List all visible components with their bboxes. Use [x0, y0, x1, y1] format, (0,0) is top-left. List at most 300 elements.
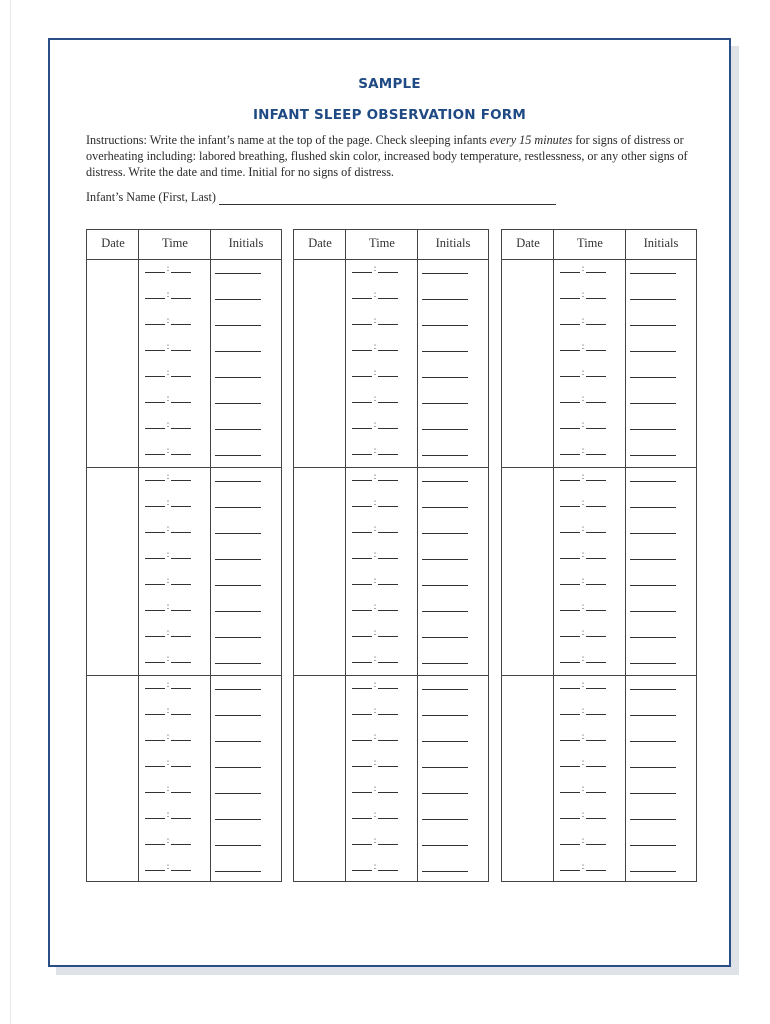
time-minute-blank[interactable] [171, 680, 191, 689]
time-colon: : [373, 627, 377, 637]
time-hour-blank[interactable] [352, 446, 372, 455]
time-hour-blank[interactable] [560, 368, 580, 377]
initials-entry[interactable] [422, 793, 468, 794]
time-entry[interactable] [558, 653, 608, 665]
time-hour-blank[interactable] [145, 290, 165, 299]
time-hour-blank[interactable] [352, 628, 372, 637]
time-hour-blank[interactable] [145, 784, 165, 793]
time-entry[interactable] [558, 393, 608, 405]
time-hour-blank[interactable] [352, 290, 372, 299]
time-minute-blank[interactable] [378, 758, 398, 767]
time-entry[interactable] [143, 549, 193, 561]
time-minute-blank[interactable] [586, 498, 606, 507]
time-minute-blank[interactable] [586, 602, 606, 611]
time-entry[interactable] [350, 601, 400, 613]
time-hour-blank[interactable] [560, 472, 580, 481]
time-colon: : [581, 809, 585, 819]
initials-entry[interactable] [422, 689, 468, 690]
initials-entry[interactable] [422, 715, 468, 716]
time-hour-blank[interactable] [352, 498, 372, 507]
time-hour-blank[interactable] [560, 576, 580, 585]
time-minute-blank[interactable] [378, 810, 398, 819]
time-entry[interactable] [143, 653, 193, 665]
time-minute-blank[interactable] [586, 784, 606, 793]
time-minute-blank[interactable] [378, 368, 398, 377]
time-entry[interactable] [143, 705, 193, 717]
initials-entry[interactable] [630, 637, 676, 638]
initials-entry[interactable] [215, 403, 261, 404]
time-minute-blank[interactable] [171, 706, 191, 715]
time-minute-blank[interactable] [171, 602, 191, 611]
time-minute-blank[interactable] [171, 576, 191, 585]
time-entry[interactable] [558, 705, 608, 717]
initials-entry[interactable] [630, 325, 676, 326]
time-hour-blank[interactable] [352, 368, 372, 377]
time-entry[interactable] [350, 419, 400, 431]
time-entry[interactable] [143, 445, 193, 457]
time-hour-blank[interactable] [560, 264, 580, 273]
time-minute-blank[interactable] [378, 654, 398, 663]
initials-entry[interactable] [422, 845, 468, 846]
column-header-initials: Initials [643, 236, 679, 250]
initials-entry[interactable] [422, 585, 468, 586]
time-hour-blank[interactable] [145, 316, 165, 325]
time-minute-blank[interactable] [586, 810, 606, 819]
time-minute-blank[interactable] [171, 472, 191, 481]
time-entry[interactable] [558, 783, 608, 795]
time-hour-blank[interactable] [145, 862, 165, 871]
time-minute-blank[interactable] [378, 316, 398, 325]
time-entry[interactable] [558, 679, 608, 691]
time-entry[interactable] [558, 445, 608, 457]
time-minute-blank[interactable] [586, 654, 606, 663]
time-entry[interactable] [143, 263, 193, 275]
initials-entry[interactable] [630, 767, 676, 768]
time-entry[interactable] [143, 497, 193, 509]
time-minute-blank[interactable] [586, 446, 606, 455]
time-hour-blank[interactable] [145, 576, 165, 585]
time-minute-blank[interactable] [171, 394, 191, 403]
form-page [48, 38, 731, 967]
time-minute-blank[interactable] [586, 576, 606, 585]
time-hour-blank[interactable] [352, 602, 372, 611]
time-hour-blank[interactable] [560, 394, 580, 403]
time-minute-blank[interactable] [171, 654, 191, 663]
initials-entry[interactable] [215, 299, 261, 300]
time-minute-blank[interactable] [586, 706, 606, 715]
time-entry[interactable] [143, 731, 193, 743]
time-entry[interactable] [558, 601, 608, 613]
time-entry[interactable] [143, 679, 193, 691]
initials-entry[interactable] [630, 689, 676, 690]
time-entry[interactable] [350, 809, 400, 821]
initials-entry[interactable] [630, 533, 676, 534]
time-entry[interactable] [558, 341, 608, 353]
time-minute-blank[interactable] [586, 524, 606, 533]
time-minute-blank[interactable] [586, 342, 606, 351]
time-hour-blank[interactable] [352, 524, 372, 533]
time-colon: : [166, 627, 170, 637]
time-entry[interactable] [350, 705, 400, 717]
initials-entry[interactable] [422, 351, 468, 352]
time-hour-blank[interactable] [145, 654, 165, 663]
initials-entry[interactable] [630, 819, 676, 820]
initials-entry[interactable] [215, 429, 261, 430]
time-entry[interactable] [558, 757, 608, 769]
time-entry[interactable] [143, 523, 193, 535]
time-entry[interactable] [143, 341, 193, 353]
time-entry[interactable] [350, 263, 400, 275]
time-minute-blank[interactable] [378, 498, 398, 507]
time-hour-blank[interactable] [560, 654, 580, 663]
observation-table-1 [86, 229, 282, 882]
time-minute-blank[interactable] [378, 628, 398, 637]
time-entry[interactable] [558, 263, 608, 275]
time-minute-blank[interactable] [586, 862, 606, 871]
time-hour-blank[interactable] [352, 810, 372, 819]
initials-entry[interactable] [422, 611, 468, 612]
time-entry[interactable] [143, 471, 193, 483]
time-hour-blank[interactable] [145, 836, 165, 845]
time-entry[interactable] [143, 367, 193, 379]
time-hour-blank[interactable] [145, 368, 165, 377]
time-hour-blank[interactable] [352, 836, 372, 845]
time-hour-blank[interactable] [145, 732, 165, 741]
time-minute-blank[interactable] [586, 368, 606, 377]
time-hour-blank[interactable] [352, 472, 372, 481]
initials-entry[interactable] [215, 507, 261, 508]
time-entry[interactable] [350, 783, 400, 795]
time-entry[interactable] [350, 757, 400, 769]
initials-entry[interactable] [422, 403, 468, 404]
time-hour-blank[interactable] [145, 264, 165, 273]
time-minute-blank[interactable] [378, 732, 398, 741]
time-hour-blank[interactable] [145, 342, 165, 351]
time-minute-blank[interactable] [378, 342, 398, 351]
time-hour-blank[interactable] [352, 550, 372, 559]
time-hour-blank[interactable] [145, 550, 165, 559]
time-minute-blank[interactable] [171, 784, 191, 793]
initials-entry[interactable] [630, 845, 676, 846]
time-entry[interactable] [558, 497, 608, 509]
time-hour-blank[interactable] [560, 342, 580, 351]
initials-entry[interactable] [630, 455, 676, 456]
initials-entry[interactable] [630, 429, 676, 430]
initials-entry[interactable] [630, 403, 676, 404]
time-entry[interactable] [143, 861, 193, 873]
time-hour-blank[interactable] [352, 706, 372, 715]
time-colon: : [166, 289, 170, 299]
time-hour-blank[interactable] [560, 628, 580, 637]
time-entry[interactable] [350, 471, 400, 483]
initials-entry[interactable] [630, 793, 676, 794]
initials-entry[interactable] [422, 455, 468, 456]
initials-entry[interactable] [215, 845, 261, 846]
time-minute-blank[interactable] [171, 810, 191, 819]
initials-entry[interactable] [422, 767, 468, 768]
initials-entry[interactable] [422, 481, 468, 482]
initials-entry[interactable] [630, 741, 676, 742]
time-hour-blank[interactable] [145, 810, 165, 819]
time-entry[interactable] [350, 549, 400, 561]
time-entry[interactable] [558, 809, 608, 821]
time-entry[interactable] [558, 315, 608, 327]
time-entry[interactable] [558, 419, 608, 431]
initials-entry[interactable] [422, 663, 468, 664]
time-hour-blank[interactable] [145, 758, 165, 767]
time-entry[interactable] [350, 679, 400, 691]
time-minute-blank[interactable] [586, 628, 606, 637]
time-entry[interactable] [143, 757, 193, 769]
initials-entry[interactable] [215, 663, 261, 664]
initials-entry[interactable] [215, 273, 261, 274]
initials-entry[interactable] [630, 715, 676, 716]
initials-entry[interactable] [215, 767, 261, 768]
time-hour-blank[interactable] [145, 420, 165, 429]
time-minute-blank[interactable] [378, 784, 398, 793]
time-entry[interactable] [350, 497, 400, 509]
time-entry[interactable] [350, 835, 400, 847]
initials-entry[interactable] [215, 819, 261, 820]
time-hour-blank[interactable] [560, 498, 580, 507]
time-entry[interactable] [558, 731, 608, 743]
time-hour-blank[interactable] [145, 680, 165, 689]
time-entry[interactable] [350, 627, 400, 639]
column-divider [345, 230, 346, 881]
time-minute-blank[interactable] [586, 472, 606, 481]
time-minute-blank[interactable] [171, 498, 191, 507]
time-entry[interactable] [350, 289, 400, 301]
time-entry[interactable] [558, 289, 608, 301]
time-entry[interactable] [350, 341, 400, 353]
time-entry[interactable] [350, 523, 400, 535]
time-hour-blank[interactable] [560, 836, 580, 845]
time-minute-blank[interactable] [171, 862, 191, 871]
initials-entry[interactable] [215, 637, 261, 638]
time-entry[interactable] [143, 315, 193, 327]
time-minute-blank[interactable] [378, 472, 398, 481]
time-entry[interactable] [143, 601, 193, 613]
time-hour-blank[interactable] [352, 784, 372, 793]
time-hour-blank[interactable] [145, 498, 165, 507]
time-entry[interactable] [350, 315, 400, 327]
time-entry[interactable] [558, 367, 608, 379]
time-minute-blank[interactable] [378, 550, 398, 559]
initials-entry[interactable] [215, 559, 261, 560]
time-hour-blank[interactable] [560, 784, 580, 793]
time-hour-blank[interactable] [560, 316, 580, 325]
time-minute-blank[interactable] [586, 316, 606, 325]
time-minute-blank[interactable] [171, 264, 191, 273]
time-entry[interactable] [558, 861, 608, 873]
time-hour-blank[interactable] [145, 706, 165, 715]
initials-entry[interactable] [630, 351, 676, 352]
time-minute-blank[interactable] [171, 758, 191, 767]
time-hour-blank[interactable] [145, 472, 165, 481]
time-minute-blank[interactable] [586, 394, 606, 403]
initials-entry[interactable] [630, 663, 676, 664]
time-minute-blank[interactable] [378, 420, 398, 429]
time-hour-blank[interactable] [145, 602, 165, 611]
initials-entry[interactable] [422, 559, 468, 560]
time-minute-blank[interactable] [586, 420, 606, 429]
initials-entry[interactable] [422, 429, 468, 430]
time-minute-blank[interactable] [171, 732, 191, 741]
time-entry[interactable] [350, 445, 400, 457]
time-entry[interactable] [143, 289, 193, 301]
initials-entry[interactable] [422, 325, 468, 326]
initials-entry[interactable] [630, 273, 676, 274]
time-hour-blank[interactable] [352, 316, 372, 325]
time-hour-blank[interactable] [560, 810, 580, 819]
initials-entry[interactable] [422, 273, 468, 274]
time-minute-blank[interactable] [171, 342, 191, 351]
time-entry[interactable] [143, 835, 193, 847]
initials-entry[interactable] [215, 325, 261, 326]
time-hour-blank[interactable] [352, 576, 372, 585]
initials-entry[interactable] [422, 741, 468, 742]
time-hour-blank[interactable] [560, 758, 580, 767]
time-hour-blank[interactable] [352, 680, 372, 689]
time-hour-blank[interactable] [560, 550, 580, 559]
time-entry[interactable] [143, 575, 193, 587]
time-hour-blank[interactable] [560, 706, 580, 715]
time-minute-blank[interactable] [171, 368, 191, 377]
time-colon: : [373, 419, 377, 429]
time-entry[interactable] [350, 575, 400, 587]
time-minute-blank[interactable] [378, 394, 398, 403]
time-hour-blank[interactable] [352, 264, 372, 273]
time-entry[interactable] [558, 835, 608, 847]
time-entry[interactable] [143, 419, 193, 431]
time-minute-blank[interactable] [171, 290, 191, 299]
initials-entry[interactable] [422, 819, 468, 820]
time-hour-blank[interactable] [560, 446, 580, 455]
time-minute-blank[interactable] [378, 524, 398, 533]
initials-entry[interactable] [422, 377, 468, 378]
time-entry[interactable] [143, 809, 193, 821]
initials-entry[interactable] [630, 611, 676, 612]
initials-entry[interactable] [215, 377, 261, 378]
time-minute-blank[interactable] [171, 628, 191, 637]
time-minute-blank[interactable] [378, 706, 398, 715]
time-minute-blank[interactable] [378, 576, 398, 585]
initials-entry[interactable] [215, 585, 261, 586]
time-entry[interactable] [558, 523, 608, 535]
time-entry[interactable] [143, 627, 193, 639]
time-minute-blank[interactable] [378, 680, 398, 689]
time-hour-blank[interactable] [352, 862, 372, 871]
initials-entry[interactable] [630, 871, 676, 872]
time-minute-blank[interactable] [171, 446, 191, 455]
initials-entry[interactable] [630, 299, 676, 300]
time-hour-blank[interactable] [145, 628, 165, 637]
initials-entry[interactable] [215, 689, 261, 690]
time-minute-blank[interactable] [378, 836, 398, 845]
time-entry[interactable] [350, 367, 400, 379]
time-hour-blank[interactable] [145, 394, 165, 403]
initials-entry[interactable] [630, 559, 676, 560]
time-entry[interactable] [350, 393, 400, 405]
time-hour-blank[interactable] [352, 394, 372, 403]
time-minute-blank[interactable] [378, 446, 398, 455]
time-hour-blank[interactable] [560, 862, 580, 871]
time-entry[interactable] [558, 627, 608, 639]
initials-entry[interactable] [215, 481, 261, 482]
time-hour-blank[interactable] [352, 732, 372, 741]
time-minute-blank[interactable] [378, 862, 398, 871]
time-minute-blank[interactable] [586, 264, 606, 273]
initials-entry[interactable] [422, 299, 468, 300]
time-minute-blank[interactable] [586, 290, 606, 299]
initials-entry[interactable] [215, 715, 261, 716]
time-minute-blank[interactable] [171, 316, 191, 325]
initials-entry[interactable] [215, 793, 261, 794]
initials-entry[interactable] [422, 871, 468, 872]
initials-entry[interactable] [215, 611, 261, 612]
time-hour-blank[interactable] [352, 758, 372, 767]
time-hour-blank[interactable] [352, 654, 372, 663]
time-hour-blank[interactable] [145, 446, 165, 455]
time-minute-blank[interactable] [586, 836, 606, 845]
time-minute-blank[interactable] [171, 550, 191, 559]
time-minute-blank[interactable] [586, 732, 606, 741]
time-entry[interactable] [558, 575, 608, 587]
time-minute-blank[interactable] [586, 680, 606, 689]
time-hour-blank[interactable] [352, 420, 372, 429]
time-colon: : [166, 523, 170, 533]
time-entry[interactable] [350, 861, 400, 873]
initials-entry[interactable] [630, 585, 676, 586]
time-colon: : [166, 783, 170, 793]
time-entry[interactable] [143, 783, 193, 795]
time-hour-blank[interactable] [560, 524, 580, 533]
initials-entry[interactable] [630, 507, 676, 508]
time-hour-blank[interactable] [352, 342, 372, 351]
initials-entry[interactable] [215, 741, 261, 742]
time-minute-blank[interactable] [171, 524, 191, 533]
time-minute-blank[interactable] [586, 550, 606, 559]
time-hour-blank[interactable] [560, 602, 580, 611]
initials-entry[interactable] [215, 351, 261, 352]
initials-entry[interactable] [422, 637, 468, 638]
initials-entry[interactable] [422, 533, 468, 534]
time-entry[interactable] [143, 393, 193, 405]
time-minute-blank[interactable] [586, 758, 606, 767]
time-hour-blank[interactable] [560, 290, 580, 299]
initials-entry[interactable] [422, 507, 468, 508]
time-minute-blank[interactable] [378, 264, 398, 273]
initials-entry[interactable] [215, 533, 261, 534]
initials-entry[interactable] [630, 377, 676, 378]
time-minute-blank[interactable] [171, 836, 191, 845]
time-minute-blank[interactable] [171, 420, 191, 429]
time-entry[interactable] [350, 731, 400, 743]
initials-entry[interactable] [630, 481, 676, 482]
time-entry[interactable] [558, 549, 608, 561]
time-minute-blank[interactable] [378, 290, 398, 299]
time-hour-blank[interactable] [560, 732, 580, 741]
time-hour-blank[interactable] [145, 524, 165, 533]
initials-entry[interactable] [215, 871, 261, 872]
time-hour-blank[interactable] [560, 680, 580, 689]
time-entry[interactable] [350, 653, 400, 665]
time-entry[interactable] [558, 471, 608, 483]
time-hour-blank[interactable] [560, 420, 580, 429]
time-minute-blank[interactable] [378, 602, 398, 611]
infant-name-field[interactable] [219, 192, 556, 205]
initials-entry[interactable] [215, 455, 261, 456]
